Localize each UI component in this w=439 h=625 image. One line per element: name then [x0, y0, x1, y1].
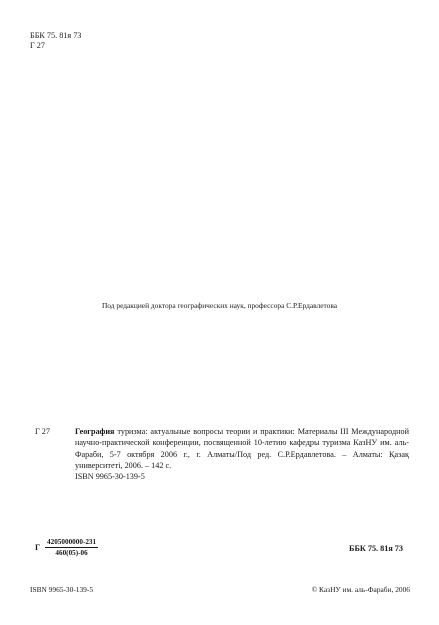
catalog-text: туризма: актуальные вопросы теории и практики: Материалы III Международной научно-практической конференции, посвященной 10-летию кафедры туризма КазНУ им. аль-Фараби, 5-7 октября 2006 г., г. Алматы/Под ред. С.Р.Ердавлетова. – Алматы: Қазақ университеті, 2006. – 142 с.	[75, 427, 410, 470]
footer-isbn: ISBN 9965-30-139-5	[30, 585, 94, 594]
fraction-numerator: 4205000000-231	[47, 538, 97, 546]
fraction-denominator: 460(05)-06	[55, 549, 88, 557]
author-mark: Г 27	[30, 41, 45, 50]
classification-fraction	[45, 538, 98, 557]
top-codes	[30, 31, 81, 51]
fraction-letter: Г	[35, 543, 41, 552]
catalog-code: Г 27	[35, 427, 50, 436]
editor-line: Под редакцией доктора географических наук, профессора С.Р.Ердавлетова	[101, 301, 338, 310]
bbk-code-right: ББК 75. 81я 73	[349, 544, 403, 553]
catalog-title: География	[75, 427, 115, 436]
catalog-isbn: ISBN 9965-30-139-5	[75, 472, 145, 482]
footer-copyright: © КазНУ им. аль-Фараби, 2006	[311, 585, 410, 594]
catalog-description	[75, 426, 409, 482]
bbk-code: ББК 75. 81я 73	[30, 31, 82, 40]
